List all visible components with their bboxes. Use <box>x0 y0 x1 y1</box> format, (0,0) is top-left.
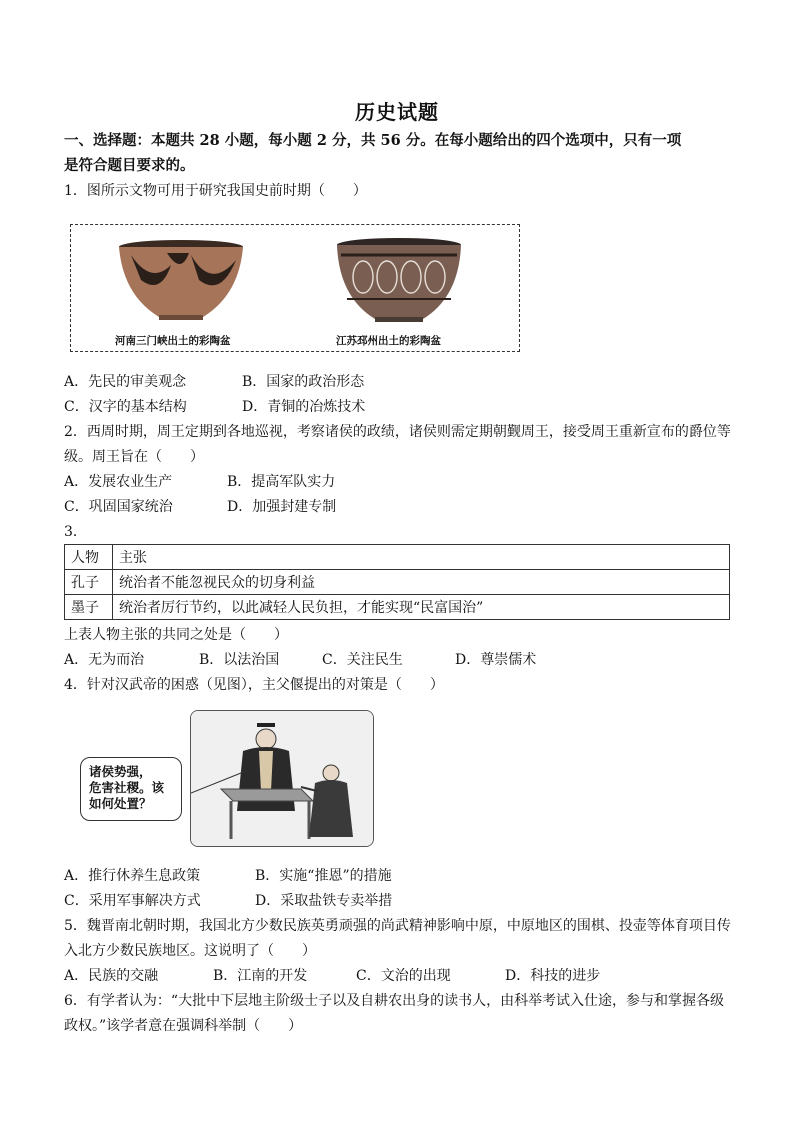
q2-stem-line1: 2．西周时期，周王定期到各地巡视，考察诸侯的政绩，诸侯则需定期朝觐周王，接受周王重新宣布的爵位等 <box>64 424 731 440</box>
bubble-line3: 如何处置？ <box>89 796 152 811</box>
q5-option-a[interactable]: A．民族的交融 <box>64 968 159 984</box>
bubble-line2: 危害社稷。该 <box>89 780 165 795</box>
q3-table <box>64 544 730 620</box>
q4-option-d[interactable]: D．采取盐铁专卖举措 <box>255 893 393 909</box>
q4-option-b[interactable]: B．实施“推恩”的措施 <box>255 868 392 884</box>
q3-option-b[interactable]: B．以法治国 <box>199 652 280 668</box>
q2-option-c[interactable]: C．巩固国家统治 <box>64 499 173 515</box>
q5-option-d[interactable]: D．科技的进步 <box>505 968 601 984</box>
section-heading-line1: 一、选择题：本题共 28 小题，每小题 2 分，共 56 分。在每小题给出的四个选项中，只有一项 <box>64 132 682 149</box>
q2-option-b[interactable]: B．提高军队实力 <box>227 474 336 490</box>
bubble-line1: 诸侯势强， <box>89 764 152 779</box>
q1-option-b[interactable]: B．国家的政治形态 <box>242 374 365 390</box>
q5-stem-line1: 5．魏晋南北朝时期，我国北方少数民族英勇顽强的尚武精神影响中原，中原地区的围棋、投壶等体育项目传 <box>64 918 731 934</box>
q4-figure <box>190 710 374 847</box>
q1-option-c[interactable]: C．汉字的基本结构 <box>64 399 187 415</box>
q3-number: 3． <box>64 524 87 540</box>
q4-stem: 4．针对汉武帝的困惑（见图），主父偃提出的对策是（ ） <box>64 677 444 693</box>
q4-option-a[interactable]: A．推行休养生息政策 <box>64 868 201 884</box>
header-proposition: 主张 <box>113 545 730 570</box>
table-row <box>65 570 730 595</box>
q1-figure <box>70 224 520 352</box>
header-person: 人物 <box>65 545 113 570</box>
section-heading-line2: 是符合题目要求的。 <box>64 157 195 174</box>
q3-option-a[interactable]: A．无为而治 <box>64 652 145 668</box>
caption-pizhou: 江苏邳州出土的彩陶盆 <box>336 335 441 347</box>
table-row <box>65 595 730 620</box>
q2-option-a[interactable]: A．发展农业生产 <box>64 474 173 490</box>
q4-option-c[interactable]: C．采用军事解决方式 <box>64 893 201 909</box>
speech-bubble <box>80 757 182 821</box>
q5-stem-line2: 入北方少数民族地区。这说明了（ ） <box>64 943 316 959</box>
cell-proposition: 统治者不能忽视民众的切身利益 <box>113 570 730 595</box>
q2-stem-line2: 级。周王旨在（ ） <box>64 449 204 465</box>
emperor-illustration <box>191 711 374 847</box>
cell-person: 孔子 <box>65 570 113 595</box>
q5-option-b[interactable]: B．江南的开发 <box>213 968 308 984</box>
table-header-row <box>65 545 730 570</box>
q1-stem: 1．图所示文物可用于研究我国史前时期（ ） <box>64 183 367 199</box>
q3-option-d[interactable]: D．尊崇儒术 <box>455 652 537 668</box>
page-title: 历史试题 <box>355 100 439 124</box>
q3-option-c[interactable]: C．关注民生 <box>322 652 403 668</box>
q5-option-c[interactable]: C．文治的出现 <box>356 968 451 984</box>
cell-proposition: 统治者厉行节约，以此减轻人民负担，才能实现“民富国治” <box>113 595 730 620</box>
q6-stem-line2: 政权。”该学者意在强调科举制（ ） <box>64 1018 303 1034</box>
q1-option-d[interactable]: D．青铜的冶炼技术 <box>242 399 366 415</box>
q1-option-a[interactable]: A．先民的审美观念 <box>64 374 187 390</box>
caption-sanmenxia: 河南三门峡出土的彩陶盆 <box>115 335 231 347</box>
q6-stem-line1: 6．有学者认为：“大批中下层地主阶级士子以及自耕农出身的读书人，由科举考试入仕途，参与和掌握各级 <box>64 993 725 1009</box>
q2-option-d[interactable]: D．加强封建专制 <box>227 499 337 515</box>
q3-stem: 上表人物主张的共同之处是（ ） <box>64 627 288 643</box>
cell-person: 墨子 <box>65 595 113 620</box>
